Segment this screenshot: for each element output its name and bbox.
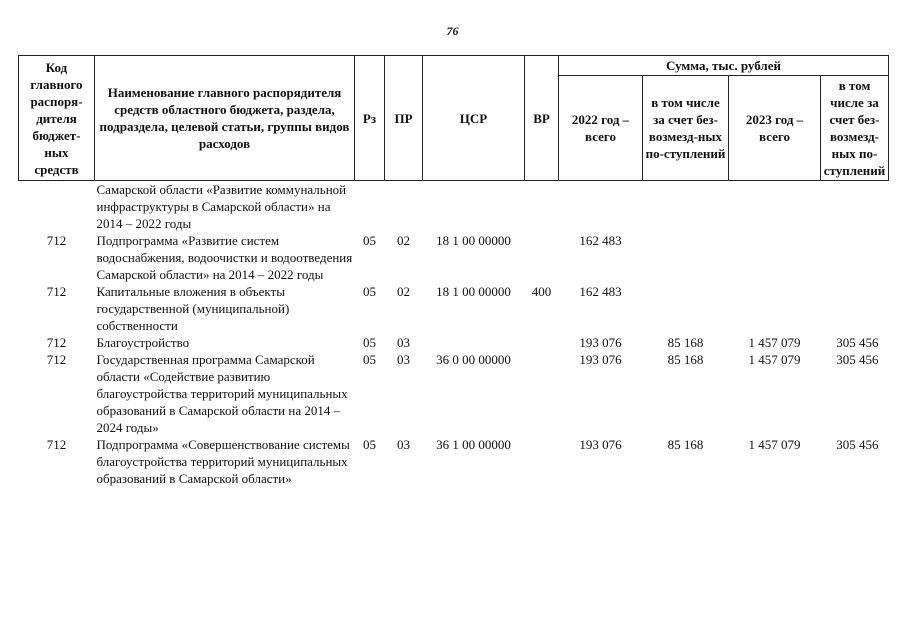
row-pr: 02 [397,284,410,299]
header-pr: ПР [385,56,423,181]
table-row [19,334,889,351]
row-2022-grants [643,181,729,233]
row-2023-grants: 305 456 [836,335,879,350]
row-vr [525,181,559,233]
table-row [19,232,889,283]
row-csr [423,334,525,351]
row-rz [355,181,385,233]
header-code: Код главного распоря-дителя бюджет-ных средств [19,56,95,181]
row-vr: 400 [531,284,552,299]
row-2022-total: 193 076 [579,352,622,367]
row-code: 712 [46,352,67,367]
row-2023-total [729,181,821,233]
row-name: Капитальные вложения в объекты государственной (муниципальной) собственности [96,284,290,333]
table-body [19,181,889,488]
row-code: 712 [46,437,67,452]
row-rz: 05 [363,233,376,248]
header-csr: ЦСР [423,56,525,181]
row-2023-grants: 305 456 [836,437,879,452]
row-2022-total [559,181,643,233]
row-2023-total: 1 457 079 [748,352,801,367]
header-rz: Рз [355,56,385,181]
row-2022-total: 193 076 [579,437,622,452]
row-csr: 18 1 00 00000 [436,284,511,299]
row-name: Государственная программа Самарской области «Содействие развитию благоустройства территорий муниципальных образований в Самарской области на 2014 – 2024 годы» [96,352,348,435]
row-pr [385,181,423,233]
row-rz: 05 [363,352,376,367]
row-csr: 36 1 00 00000 [436,437,511,452]
row-code: 712 [46,233,67,248]
row-name: Самарской области «Развитие коммунальной инфраструктуры в Самарской области» на 2014 – 2022 годы [96,182,347,231]
row-csr: 18 1 00 00000 [436,233,511,248]
row-2022-total: 193 076 [579,335,622,350]
row-2022-grants: 85 168 [667,352,704,367]
row-2023-grants [821,283,889,334]
row-csr [423,181,525,233]
row-name: Подпрограмма «Развитие систем водоснабжения, водоочистки и водоотведения Самарской области» на 2014 – 2022 годы [96,233,353,282]
row-2022-total: 162 483 [579,233,622,248]
row-vr [525,232,559,283]
row-2023-grants [821,232,889,283]
row-2023-total [729,283,821,334]
table-row [19,436,889,487]
header-2023-total: 2023 год – всего [729,76,821,181]
row-2023-grants: 305 456 [836,352,879,367]
row-vr [525,351,559,436]
header-vr: ВР [525,56,559,181]
row-code: 712 [46,284,67,299]
budget-table [18,55,889,487]
row-2023-total: 1 457 079 [748,335,801,350]
header-2023-grants: в том числе за счет без-возмезд-ных по-ступлений [821,76,889,181]
row-2022-grants: 85 168 [667,437,704,452]
row-rz: 05 [363,437,376,452]
header-2022-grants: в том числе за счет без-возмезд-ных по-ступлений [643,76,729,181]
row-vr [525,436,559,487]
row-pr: 03 [397,352,410,367]
row-pr: 02 [397,233,410,248]
row-2023-total: 1 457 079 [748,437,801,452]
table-row [19,351,889,436]
header-sum: Сумма, тыс. рублей [559,56,889,76]
row-name: Подпрограмма «Совершенствование системы благоустройства территорий муниципальных образований в Самарской области» [96,437,350,486]
row-name: Благоустройство [96,335,190,350]
row-csr: 36 0 00 00000 [436,352,511,367]
row-2023-total [729,232,821,283]
header-name: Наименование главного распорядителя средств областного бюджета, раздела, подраздела, целевой статьи, группы видов расходов [95,56,355,181]
row-2022-grants [643,232,729,283]
header-2022-total: 2022 год – всего [559,76,643,181]
row-vr [525,334,559,351]
table-row [19,181,889,233]
row-2022-grants: 85 168 [667,335,704,350]
row-2023-grants [821,181,889,233]
table-header [19,56,889,181]
row-2022-total: 162 483 [579,284,622,299]
row-pr: 03 [397,335,410,350]
table-row [19,283,889,334]
row-rz: 05 [363,284,376,299]
row-code [19,181,95,233]
page-number: 76 [446,24,459,38]
row-pr: 03 [397,437,410,452]
row-code: 712 [46,335,67,350]
row-rz: 05 [363,335,376,350]
row-2022-grants [643,283,729,334]
